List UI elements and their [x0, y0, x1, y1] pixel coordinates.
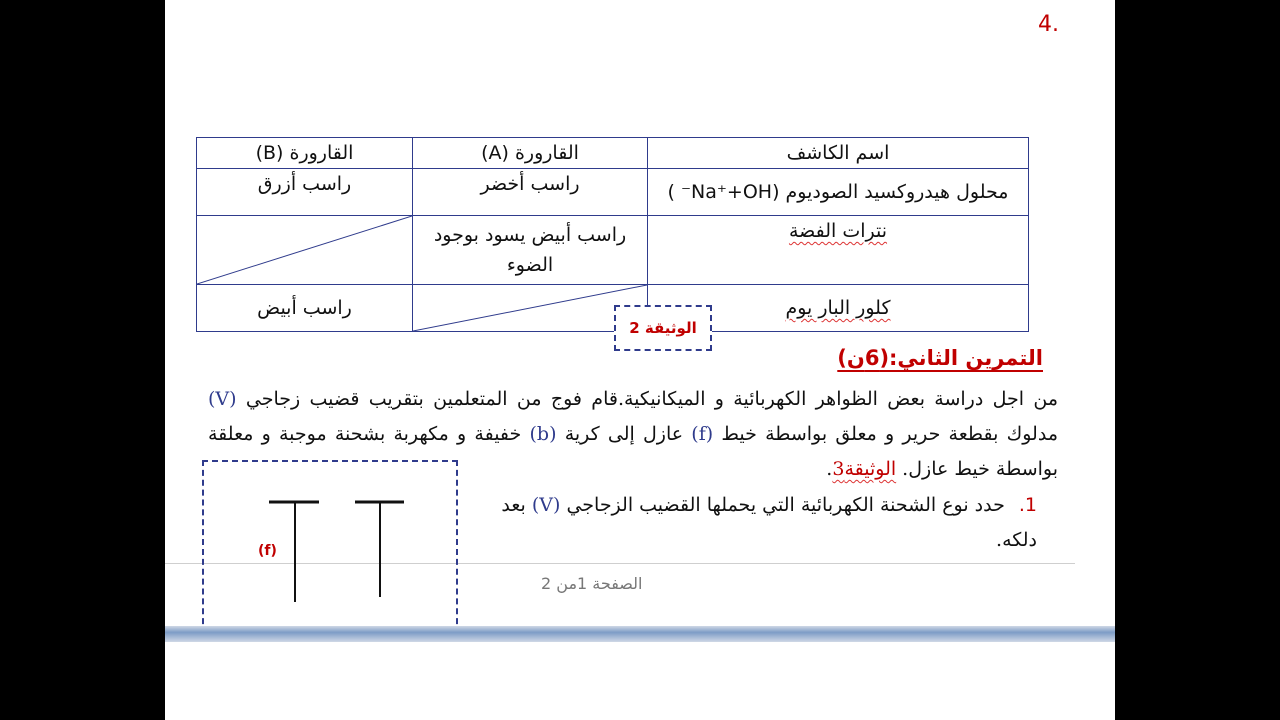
diagonal-strike: [197, 216, 412, 284]
table-header-cell: القارورة (B): [197, 138, 413, 169]
paragraph-text: مدلوك بقطعة حرير و معلق بواسطة خيط: [713, 423, 1059, 445]
paragraph-text: عازل إلى كرية: [556, 423, 692, 445]
document-3-figure: [202, 460, 458, 628]
exercise-paragraph: من اجل دراسة بعض الظواهر الكهربائية و الميكانيكية.قام فوج من المتعلمين بتقريب قضيب زجاجي (V) مدلوك بقطعة حرير و معلق بواسطة خيط (f) عازل إلى كرية (b) خفيفة و مكهربة بشحنة موجبة و معلقة بواسطة خيط عازل. الوثيقة3.: [208, 388, 1059, 480]
rod-label: (V): [208, 388, 237, 410]
page-gap: [165, 626, 1115, 642]
table-cell: راسب أبيض: [197, 285, 413, 332]
table-header-cell: اسم الكاشف: [648, 138, 1029, 169]
table-cell: [648, 216, 1029, 285]
page-footer: الصفحة 1من 2: [541, 574, 643, 593]
table-header-row: [197, 138, 1029, 169]
question-item-1: [477, 488, 1037, 558]
table-cell-crossed: [197, 216, 413, 285]
insulator-label: (f): [691, 423, 714, 445]
item-number: 1.: [1018, 494, 1037, 516]
reagent-table: [196, 137, 1029, 332]
exercise-title: التمرين الثاني:(6ن): [837, 346, 1043, 370]
document-page-2: [165, 642, 1115, 720]
table-cell-text: نترات الفضة: [788, 220, 888, 242]
question-number: 4.: [1038, 12, 1059, 37]
document-2-label: الوثيقة 2: [614, 305, 712, 351]
table-cell: راسب أخضر: [413, 169, 648, 216]
table-header-cell: القارورة (A): [413, 138, 648, 169]
diagonal-strike: [413, 285, 647, 331]
figure-label-f: (f): [258, 543, 277, 559]
table-row: [197, 216, 1029, 285]
paragraph-text: خفيفة و مكهربة بشحنة موجبة و معلقة بواسطة خيط عازل.: [208, 423, 1058, 480]
table-cell: راسب أزرق: [197, 169, 413, 216]
table-cell-crossed: [413, 285, 648, 332]
hanging-supports-drawing: [204, 462, 456, 628]
table-cell: راسب أبيض يسود بوجود الضوء: [413, 216, 648, 285]
table-row: [197, 169, 1029, 216]
ball-label: (b): [529, 423, 557, 445]
document-3-reference: الوثيقة3: [832, 458, 897, 480]
table-cell-text: كلور البار يوم: [785, 297, 891, 319]
item-text: بعد دلكه.: [501, 494, 1037, 551]
document-page-1: [165, 0, 1115, 628]
table-cell: محلول هيدروكسيد الصوديوم (Na⁺+OH⁻ ): [648, 169, 1029, 216]
paragraph-text: من اجل دراسة بعض الظواهر الكهربائية و الميكانيكية.قام فوج من المتعلمين بتقريب قضيب زجاجي: [236, 388, 1058, 410]
rod-label: (V): [531, 494, 561, 516]
item-text: حدد نوع الشحنة الكهربائية التي يحملها القضيب الزجاجي: [560, 494, 1005, 516]
table-row: [197, 285, 1029, 332]
